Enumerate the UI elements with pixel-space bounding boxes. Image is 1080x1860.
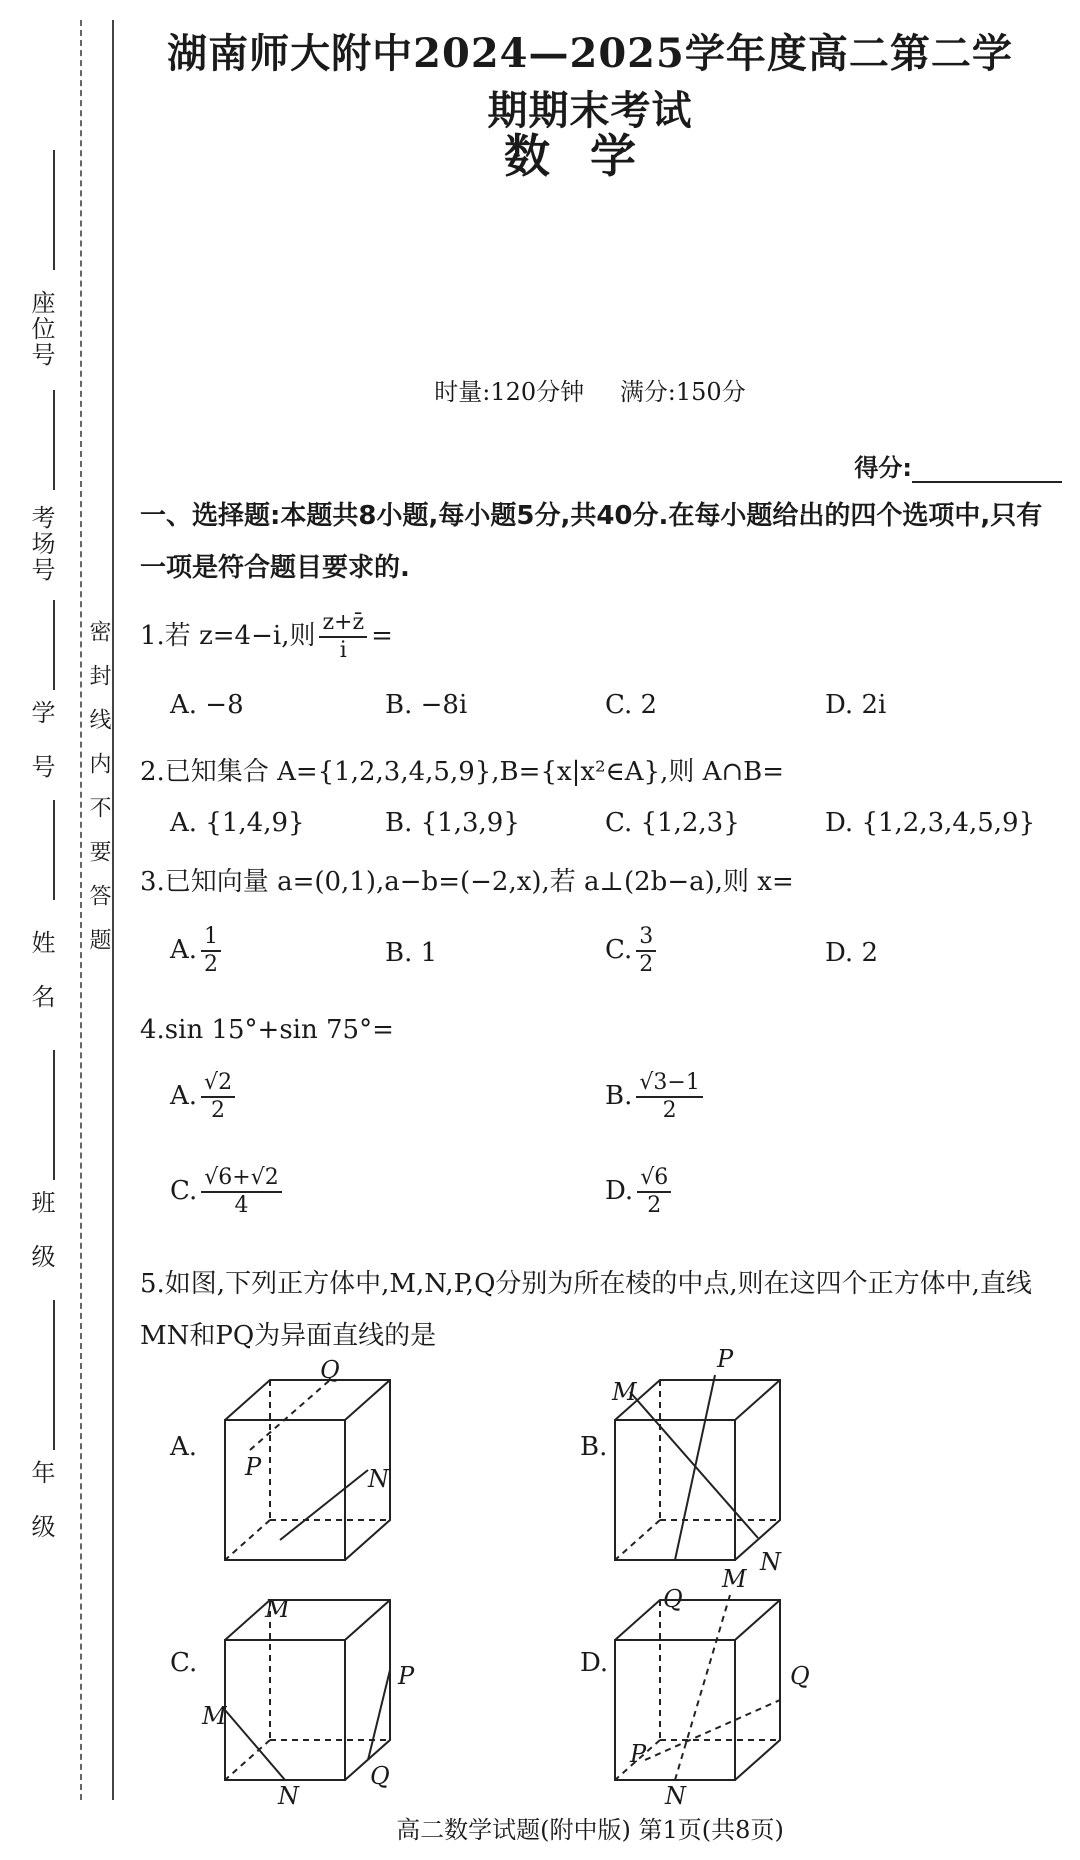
score-blank[interactable] bbox=[912, 457, 1062, 483]
name-label: 姓名 bbox=[27, 930, 55, 1038]
q5-d-point-q: Q bbox=[790, 1662, 810, 1690]
q5-c-point-n: N bbox=[278, 1782, 299, 1810]
q4-option-a-fraction bbox=[201, 1070, 235, 1124]
q5-d-point-n: N bbox=[665, 1782, 686, 1810]
q4-a-num: √2 bbox=[201, 1070, 235, 1098]
q3-c-den: 2 bbox=[639, 952, 654, 977]
q3-option-c-fraction bbox=[636, 924, 656, 978]
q4-option-c[interactable] bbox=[170, 1165, 286, 1219]
q2-option-a[interactable]: A. {1,4,9} bbox=[170, 808, 305, 838]
q2-option-b[interactable]: B. {1,3,9} bbox=[385, 808, 520, 838]
exam-title: 湖南师大附中2024—2025学年度高二第二学期期末考试 bbox=[167, 30, 1013, 134]
class-blank[interactable] bbox=[53, 1050, 55, 1180]
score-field bbox=[854, 448, 1062, 483]
q5-b-point-p: P bbox=[717, 1345, 734, 1373]
q4-option-b-fraction bbox=[636, 1070, 702, 1124]
question-3: 3.已知向量 a=(0,1),a−b=(−2,x),若 a⊥(2b−a),则 x= bbox=[140, 867, 794, 897]
q5-b-point-n: N bbox=[760, 1548, 781, 1576]
q5-c-point-q: Q bbox=[370, 1762, 390, 1790]
q5-a-point-p: P bbox=[245, 1453, 262, 1481]
question-2: 2.已知集合 A={1,2,3,4,5,9},B={x|x²∈A},则 A∩B= bbox=[140, 757, 785, 787]
q4-a-den: 2 bbox=[211, 1098, 226, 1123]
q4-option-a[interactable] bbox=[170, 1070, 239, 1124]
q5-option-d-label[interactable]: D. bbox=[580, 1648, 609, 1678]
q3-a-num: 1 bbox=[201, 924, 221, 952]
exam-meta bbox=[150, 372, 1030, 407]
q5-option-a-label[interactable]: A. bbox=[170, 1432, 198, 1462]
page-footer: 高二数学试题(附中版) 第1页(共8页) bbox=[396, 1816, 784, 1844]
q5-b-point-m: M bbox=[612, 1378, 637, 1406]
q3-option-b[interactable]: B. 1 bbox=[385, 938, 438, 968]
q5-c-point-m: M bbox=[202, 1702, 227, 1730]
q5-cube-b bbox=[610, 1370, 820, 1570]
q3-option-c[interactable] bbox=[605, 924, 660, 978]
q5-a-point-q: Q bbox=[320, 1356, 340, 1384]
q5-b-point-q: Q bbox=[663, 1585, 683, 1613]
q4-option-d-label: D. bbox=[605, 1176, 634, 1206]
section-heading: 一、选择题:本题共8小题,每小题5分,共40分.在每小题给出的四个选项中,只有一项是符合题目要求的. bbox=[140, 501, 1043, 583]
q1-frac-num: z+z̄ bbox=[319, 610, 367, 638]
q5-a-point-m: M bbox=[265, 1595, 290, 1623]
q3-c-num: 3 bbox=[636, 924, 656, 952]
q3-option-a-fraction bbox=[201, 924, 221, 978]
q4-c-den: 4 bbox=[234, 1193, 249, 1218]
q3-option-d[interactable]: D. 2 bbox=[825, 938, 878, 968]
score-label: 得分: bbox=[854, 454, 912, 482]
student-id-label: 学号 bbox=[27, 700, 55, 808]
q5-cube-c bbox=[220, 1590, 420, 1790]
q5-c-point-p: P bbox=[398, 1662, 415, 1690]
q2-option-c[interactable]: C. {1,2,3} bbox=[605, 808, 740, 838]
q4-b-den: 2 bbox=[662, 1098, 677, 1123]
q1-fraction bbox=[319, 610, 367, 664]
q3-option-a-label: A. bbox=[170, 935, 198, 965]
q1-stem-prefix: 1.若 z=4−i,则 bbox=[140, 621, 316, 651]
grade-label: 年级 bbox=[27, 1460, 55, 1568]
exam-room-blank[interactable] bbox=[53, 390, 55, 490]
q4-option-b-label: B. bbox=[605, 1081, 633, 1111]
full-score: 满分:150分 bbox=[619, 378, 746, 406]
question-5: 5.如图,下列正方体中,M,N,P,Q分别为所在棱的中点,则在这四个正方体中,直线MN和PQ为异面直线的是 bbox=[140, 1269, 1032, 1351]
q5-d-point-p: P bbox=[630, 1740, 647, 1768]
q5-a-point-n: N bbox=[368, 1465, 389, 1493]
q5-option-b-label[interactable]: B. bbox=[580, 1432, 608, 1462]
question-1 bbox=[140, 610, 1060, 664]
class-label: 班级 bbox=[27, 1190, 55, 1298]
q4-option-d[interactable] bbox=[605, 1165, 675, 1219]
q1-option-b[interactable]: B. −8i bbox=[385, 690, 468, 720]
q4-b-num: √3−1 bbox=[636, 1070, 702, 1098]
q1-option-d[interactable]: D. 2i bbox=[825, 690, 887, 720]
margin-border-line bbox=[112, 20, 114, 1800]
q5-option-c-label[interactable]: C. bbox=[170, 1648, 198, 1678]
q4-option-b[interactable] bbox=[605, 1070, 707, 1124]
q4-d-num: √6 bbox=[637, 1165, 671, 1193]
q1-option-c[interactable]: C. 2 bbox=[605, 690, 658, 720]
time-limit: 时量:120分钟 bbox=[434, 378, 585, 406]
seal-warning-text: 密封线内不要答题 bbox=[86, 620, 111, 972]
name-blank[interactable] bbox=[53, 800, 55, 900]
q1-stem-suffix: = bbox=[371, 621, 393, 651]
q3-option-c-label: C. bbox=[605, 935, 633, 965]
q2-option-d[interactable]: D. {1,2,3,4,5,9} bbox=[825, 808, 1036, 838]
student-id-blank[interactable] bbox=[53, 600, 55, 690]
q1-option-a[interactable]: A. −8 bbox=[170, 690, 244, 720]
question-4: 4.sin 15°+sin 75°= bbox=[140, 1015, 394, 1045]
q3-a-den: 2 bbox=[204, 952, 219, 977]
q4-option-d-fraction bbox=[637, 1165, 671, 1219]
q4-d-den: 2 bbox=[647, 1193, 662, 1218]
q5-d-point-m: M bbox=[722, 1565, 747, 1593]
grade-blank[interactable] bbox=[53, 1300, 55, 1450]
subject-title: 数学 bbox=[504, 129, 676, 183]
exam-room-label: 考场号 bbox=[27, 505, 55, 583]
q4-option-c-fraction bbox=[201, 1165, 281, 1219]
q4-option-a-label: A. bbox=[170, 1081, 198, 1111]
seat-number-label: 座位号 bbox=[27, 290, 55, 368]
q4-c-num: √6+√2 bbox=[201, 1165, 281, 1193]
q3-option-a[interactable] bbox=[170, 924, 225, 978]
seat-number-blank[interactable] bbox=[53, 150, 55, 270]
q1-frac-den: i bbox=[339, 638, 347, 663]
q4-option-c-label: C. bbox=[170, 1176, 198, 1206]
